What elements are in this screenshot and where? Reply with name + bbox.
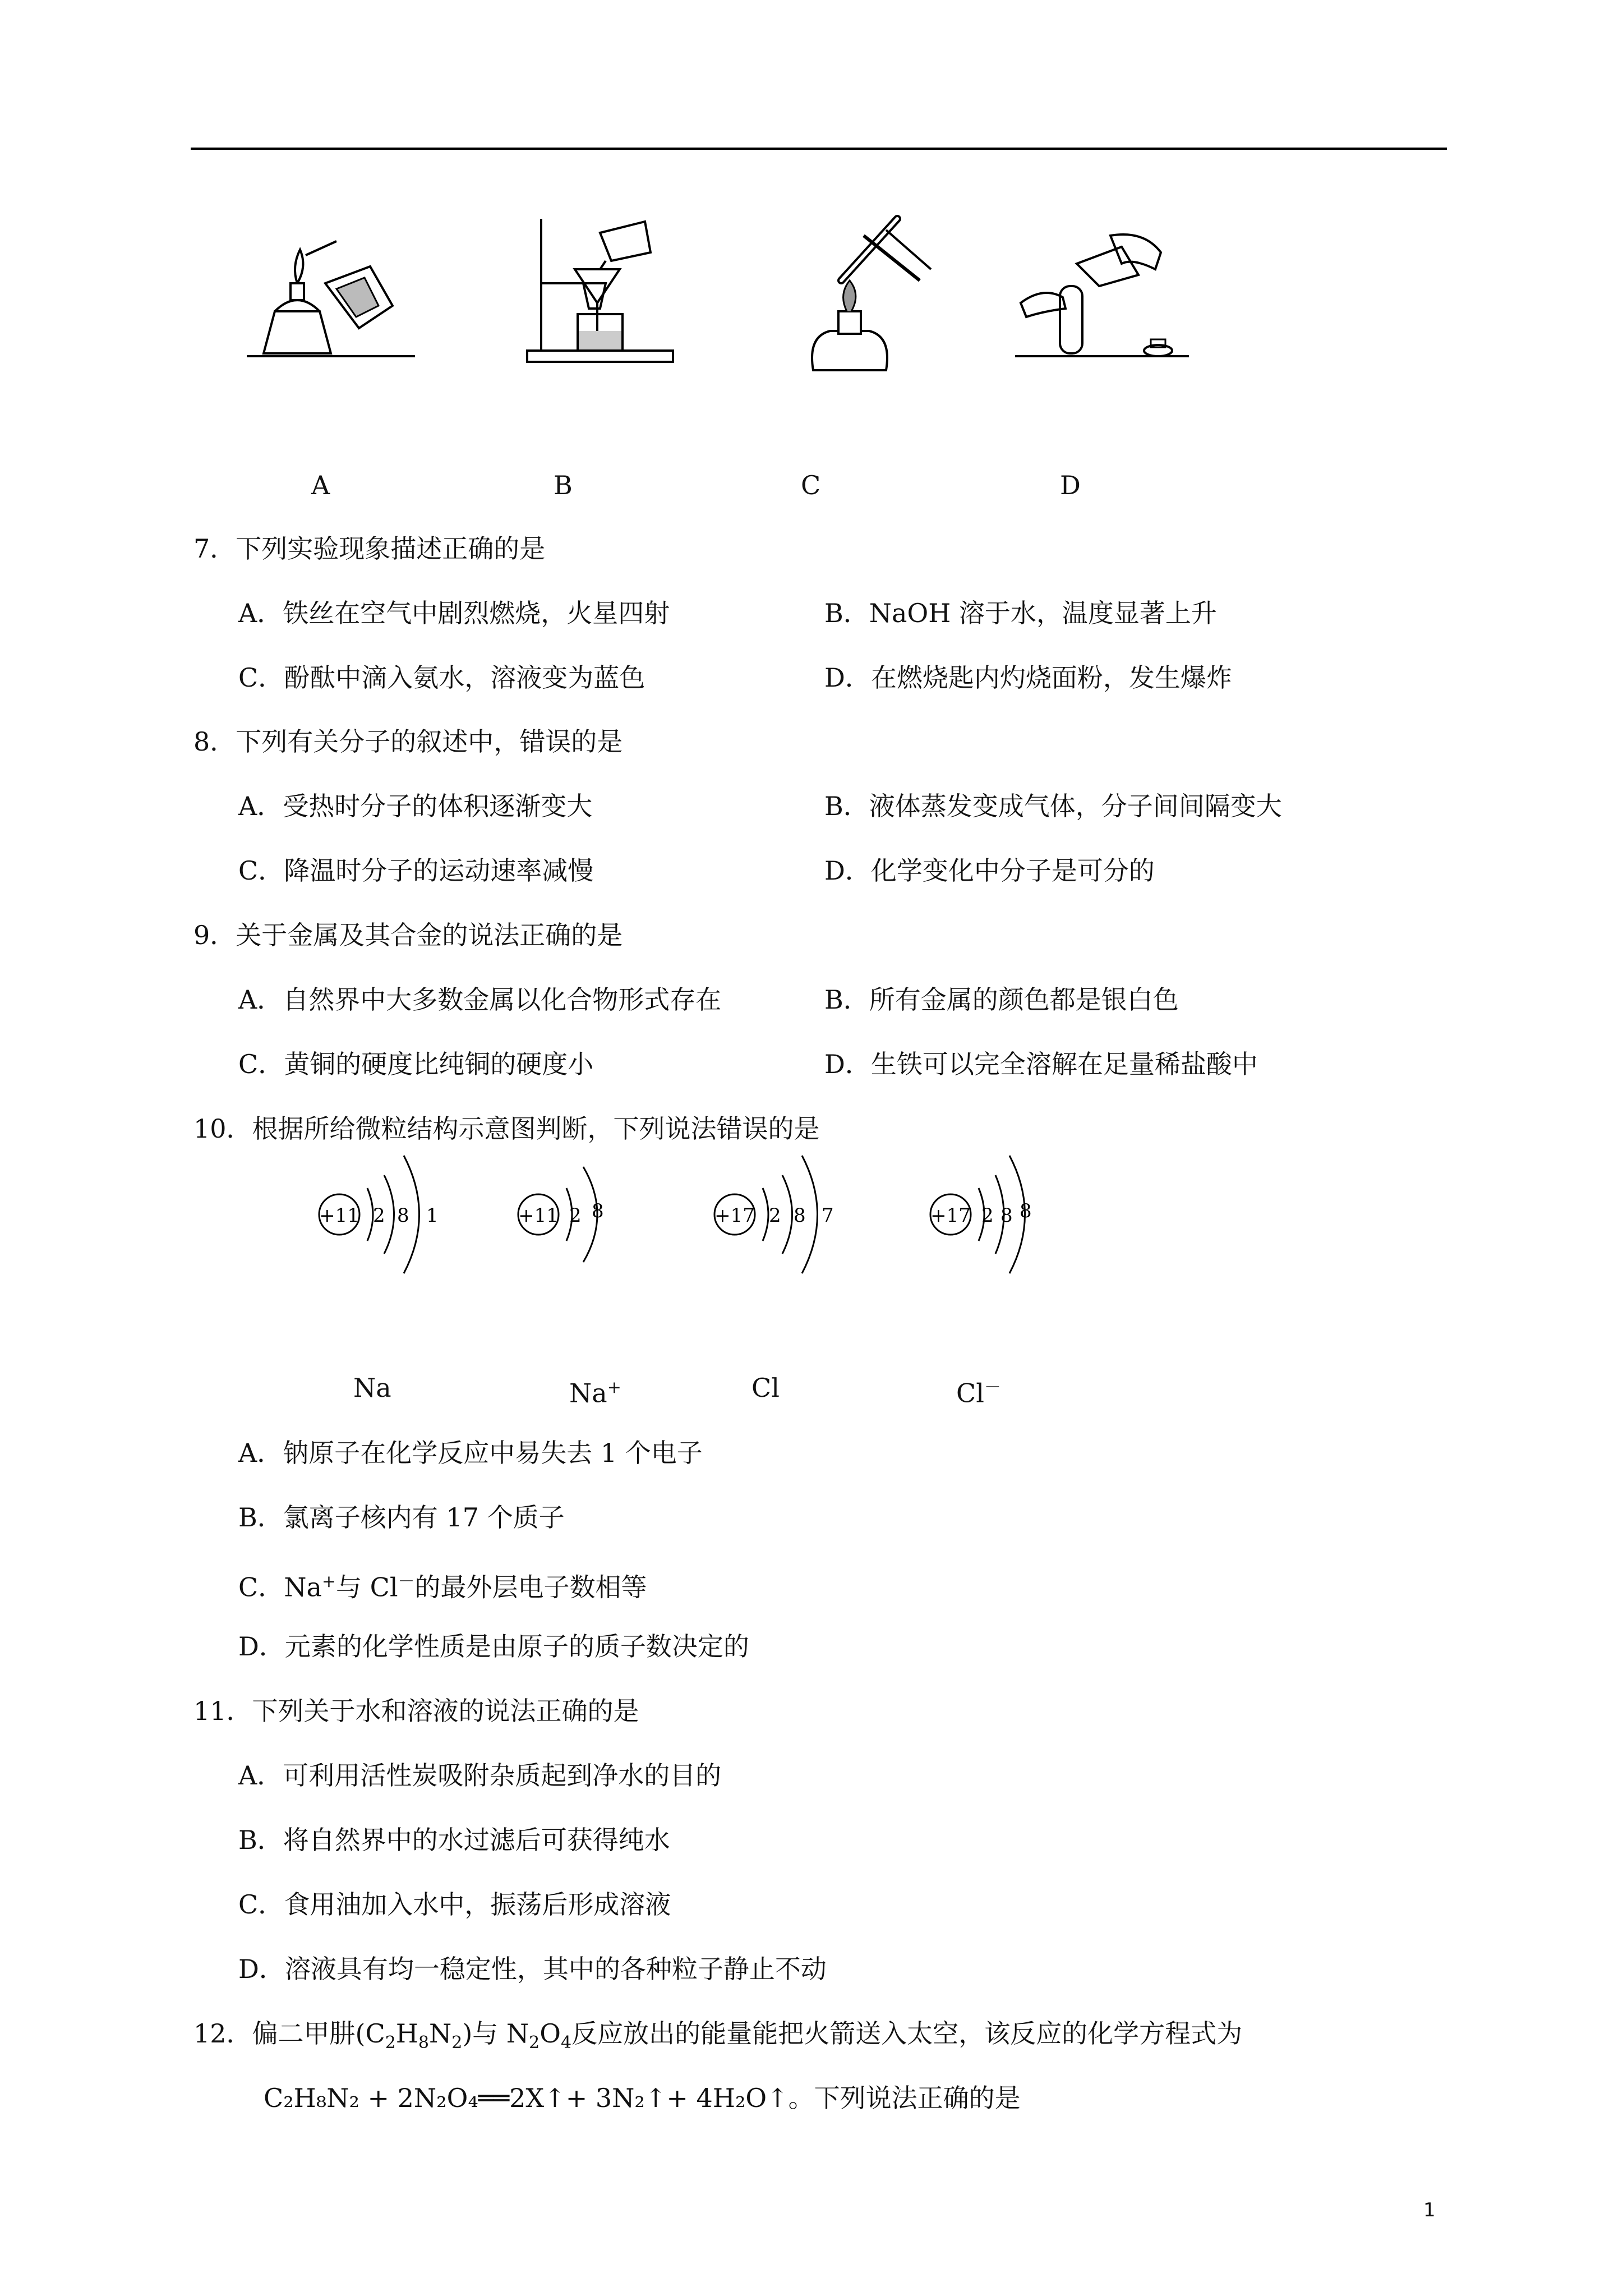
particle-label-na-ion: Na+ [569, 1378, 621, 1409]
particle-label-na: Na [353, 1373, 391, 1403]
shell-3-count: 1 [426, 1204, 439, 1227]
nucleus-label: +11 [518, 1204, 559, 1227]
q10-stem: 10．根据所给微粒结构示意图判断，下列说法错误的是 [193, 1114, 820, 1144]
q12-equation: C₂H₈N₂ + 2N₂O₄══2X↑+ 3N₂↑+ 4H₂O↑。下列说法正确的是 [264, 2083, 1021, 2113]
q8-option-a: A．受热时分子的体积逐渐变大 [238, 791, 593, 821]
q11-stem: 11．下列关于水和溶液的说法正确的是 [193, 1696, 639, 1726]
atom-diagram-na [314, 1144, 460, 1279]
atom-diagram-cl-ion [925, 1144, 1071, 1279]
q9-option-d: D．生铁可以完全溶解在足量稀盐酸中 [824, 1049, 1258, 1079]
q11-option-c: C．食用油加入水中，振荡后形成溶液 [238, 1889, 671, 1920]
q12-stem: 12．偏二甲肼$(C_2H_8N_2)$与 $N_2O_4$反应放出的能量能把火箭送入太空，该反应的化学方程式为 [193, 2018, 1243, 2053]
q10-option-c: C．Na+与 Cl－的最外层电子数相等 [238, 1572, 647, 1603]
shell-1-count: 2 [981, 1204, 994, 1227]
apparatus-label-c: C [801, 470, 821, 500]
particle-label-cl: Cl [751, 1373, 780, 1403]
q11-option-b: B．将自然界中的水过滤后可获得纯水 [238, 1825, 670, 1855]
q10-option-b: B．氯离子核内有 17 个质子 [238, 1502, 565, 1533]
apparatus-c-figure [780, 202, 948, 381]
apparatus-label-d: D [1060, 470, 1081, 500]
apparatus-label-b: B [554, 470, 573, 500]
atom-diagram-na-ion [513, 1144, 648, 1279]
particle-label-cl-ion: Cl－ [956, 1378, 1001, 1409]
q10-option-a: A．钠原子在化学反应中易失去 1 个电子 [238, 1438, 703, 1468]
shell-3-count: 8 [1020, 1200, 1032, 1222]
q9-stem: 9．关于金属及其合金的说法正确的是 [193, 920, 623, 950]
q11-option-d: D．溶液具有均一稳定性，其中的各种粒子静止不动 [238, 1954, 827, 1984]
q8-option-d: D．化学变化中分子是可分的 [824, 855, 1155, 886]
shell-1-count: 2 [569, 1204, 582, 1227]
q7-option-b: B．NaOH 溶于水，温度显著上升 [824, 598, 1217, 628]
shell-2-count: 8 [397, 1204, 409, 1227]
apparatus-a-figure [241, 222, 421, 362]
apparatus-d-figure [1009, 213, 1195, 370]
q7-stem: 7．下列实验现象描述正确的是 [193, 533, 546, 564]
nucleus-label: +17 [930, 1204, 971, 1227]
apparatus-b-figure [516, 210, 684, 367]
page-number: 1 [1423, 2199, 1436, 2221]
shell-2-count: 8 [794, 1204, 806, 1227]
q9-option-a: A．自然界中大多数金属以化合物形式存在 [238, 984, 722, 1015]
shell-2-count: 8 [592, 1200, 604, 1222]
atom-diagram-cl [709, 1144, 855, 1279]
shell-1-count: 2 [769, 1204, 781, 1227]
header-rule [191, 148, 1447, 150]
apparatus-label-a: A [311, 470, 330, 500]
q9-option-c: C．黄铜的硬度比纯铜的硬度小 [238, 1049, 594, 1079]
q8-stem: 8．下列有关分子的叙述中，错误的是 [193, 726, 623, 757]
shell-1-count: 2 [373, 1204, 385, 1227]
q7-option-d: D．在燃烧匙内灼烧面粉，发生爆炸 [824, 662, 1232, 693]
q10-option-d: D．元素的化学性质是由原子的质子数决定的 [238, 1631, 749, 1662]
shell-2-count: 8 [1000, 1204, 1013, 1227]
q9-option-b: B．所有金属的颜色都是银白色 [824, 984, 1179, 1015]
shell-3-count: 7 [822, 1204, 834, 1227]
q7-option-c: C．酚酞中滴入氨水，溶液变为蓝色 [238, 662, 645, 693]
nucleus-label: +11 [319, 1204, 359, 1227]
q7-option-a: A．铁丝在空气中剧烈燃烧，火星四射 [238, 598, 670, 628]
q11-option-a: A．可利用活性炭吸附杂质起到净水的目的 [238, 1760, 722, 1791]
nucleus-label: +17 [714, 1204, 755, 1227]
q8-option-c: C．降温时分子的运动速率减慢 [238, 855, 594, 886]
q8-option-b: B．液体蒸发变成气体，分子间间隔变大 [824, 791, 1282, 821]
